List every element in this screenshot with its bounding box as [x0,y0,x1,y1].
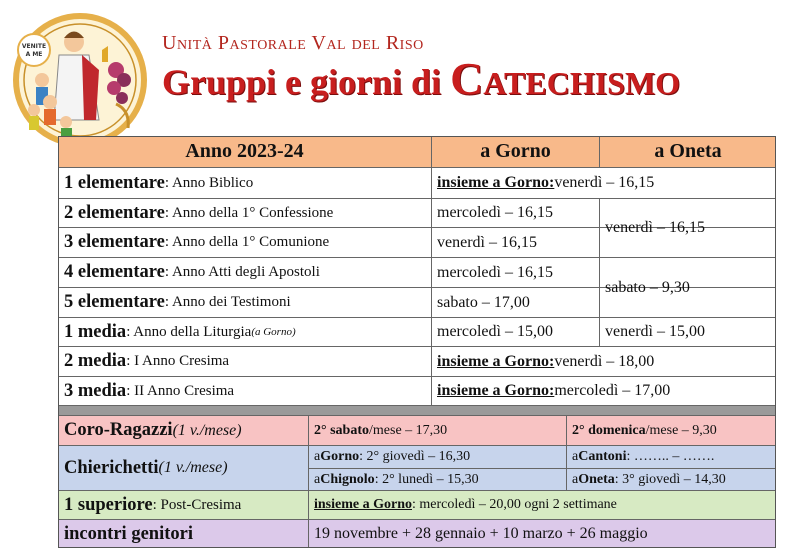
combined-schedule: insieme a Gorno: venerdì – 18,00 [431,347,776,376]
svg-text:VENITE: VENITE [21,43,47,50]
jesus-children-logo [4,10,156,150]
chierichetti-schedule: a Cantoni : …….. – ……. [566,446,776,468]
gorno-schedule: sabato – 17,00 [431,288,599,317]
coro-schedule-2: 2° domenica /mese – 9,30 [566,416,776,445]
class-row [58,376,776,405]
class-label: 1 media : Anno della Liturgia (a Gorno) [64,321,296,342]
svg-text:A ME: A ME [25,51,43,58]
year-header: Anno 2023-24 [185,140,304,162]
oneta-column-header: a Oneta [599,136,776,167]
coro-schedule-1: 2° sabato /mese – 17,30 [308,416,566,445]
parish-unit-name: Unità Pastorale Val del Riso [162,32,424,54]
chierichetti-row [58,445,776,490]
oneta-schedule-2-3: venerdì – 16,15 [599,198,776,257]
genitori-row [58,519,776,548]
oneta-schedule: venerdì – 15,00 [599,318,776,346]
class-label: 1 elementare : Anno Biblico [64,172,254,193]
gorno-column-header: a Gorno [431,136,599,167]
class-label: 2 media : I Anno Cresima [64,351,230,371]
superiore-row [58,490,776,519]
activity-label: incontri genitori [64,523,193,544]
section-divider [58,405,776,415]
coro-ragazzi-row [58,415,776,445]
class-label: 4 elementare : Anno Atti degli Apostoli [64,262,320,282]
class-label: 3 media : II Anno Cresima [64,380,235,401]
combined-schedule: insieme a Gorno: venerdì – 16,15 [431,168,776,198]
class-row [58,317,776,346]
class-label: 3 elementare : Anno della 1° Comunione [64,232,330,252]
schedule-table [58,136,776,548]
page-title [162,52,680,105]
gorno-schedule: mercoledì – 16,15 [431,199,599,227]
class-label: 5 elementare : Anno dei Testimoni [64,292,291,312]
gorno-schedule: venerdì – 16,15 [431,228,599,257]
gorno-schedule: mercoledì – 15,00 [431,318,599,346]
oneta-schedule-4-5: sabato – 9,30 [599,257,776,317]
combined-schedule: insieme a Gorno: mercoledì – 17,00 [431,377,776,405]
title-main: Catechismo [450,53,681,104]
genitori-dates: 19 novembre + 28 gennaio + 10 marzo + 26 maggio [308,520,776,548]
activity-label: Coro-Ragazzi (1 v./mese) [64,420,242,440]
gorno-schedule: mercoledì – 16,15 [431,258,599,287]
chierichetti-schedule: a Oneta : 3° giovedì – 14,30 [566,468,776,491]
class-row [58,346,776,376]
superiore-schedule: insieme a Gorno : mercoledì – 20,00 ogni 2 settimane [308,491,776,519]
class-row [58,167,776,198]
table-header-row [58,136,776,167]
activity-label: 1 superiore : Post-Cresima [64,494,242,515]
title-prefix: Gruppi e giorni di [162,62,442,102]
chierichetti-schedule: a Gorno : 2° giovedì – 16,30 [308,446,566,468]
activity-label: Chierichetti (1 v./mese) [64,457,228,478]
class-label: 2 elementare : Anno della 1° Confessione [64,202,334,223]
chierichetti-schedule: a Chignolo : 2° lunedì – 15,30 [308,468,566,491]
